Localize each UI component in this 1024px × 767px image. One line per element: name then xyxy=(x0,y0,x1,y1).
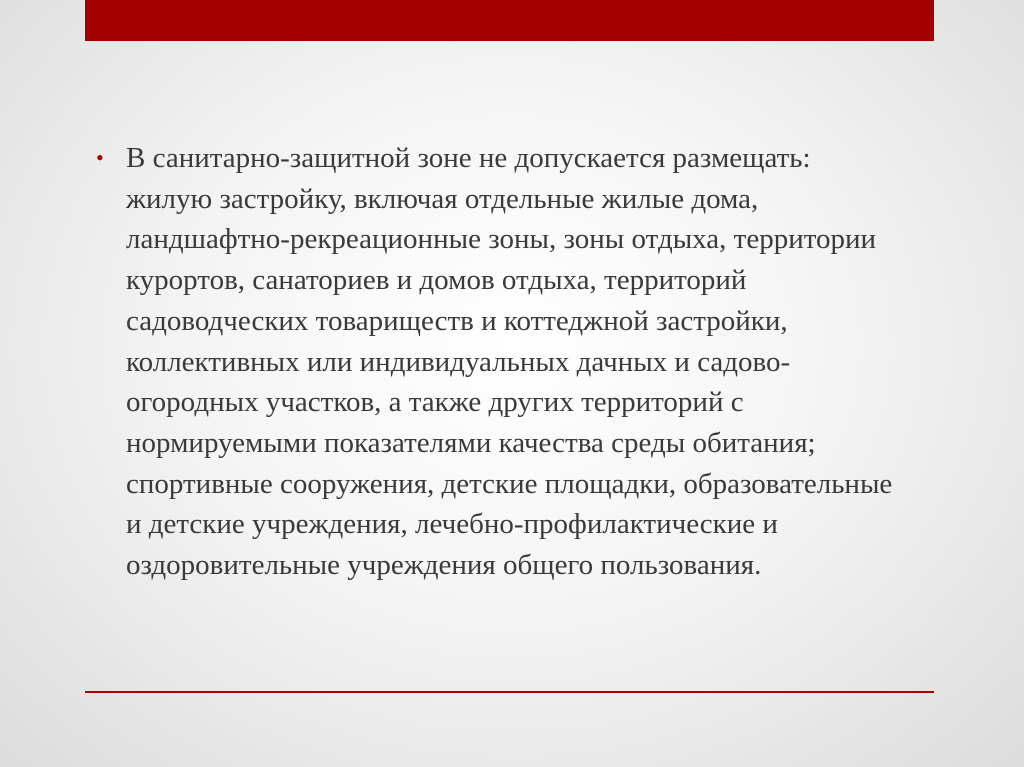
top-accent-bar xyxy=(85,0,934,41)
bullet-paragraph xyxy=(96,138,896,586)
bottom-divider-line xyxy=(85,691,934,693)
bullet-icon: • xyxy=(96,145,104,170)
slide-content xyxy=(96,138,896,586)
bullet-text: В санитарно-защитной зоне не допускается размещать: жилую застройку, включая отдельные жилые дома, ландшафтно-рекреационные зоны, зоны отдыха, территории курортов, санаториев и домов отдыха, территорий садоводческих товариществ и коттеджной застройки, коллективных или индивидуальных дачных и садово-огородных участков, а также других территорий с нормируемыми показателями качества среды обитания; спортивные сооружения, детские площадки, образовательные и детские учреждения, лечебно-профилактические и оздоровительные учреждения общего пользования. xyxy=(126,142,893,582)
